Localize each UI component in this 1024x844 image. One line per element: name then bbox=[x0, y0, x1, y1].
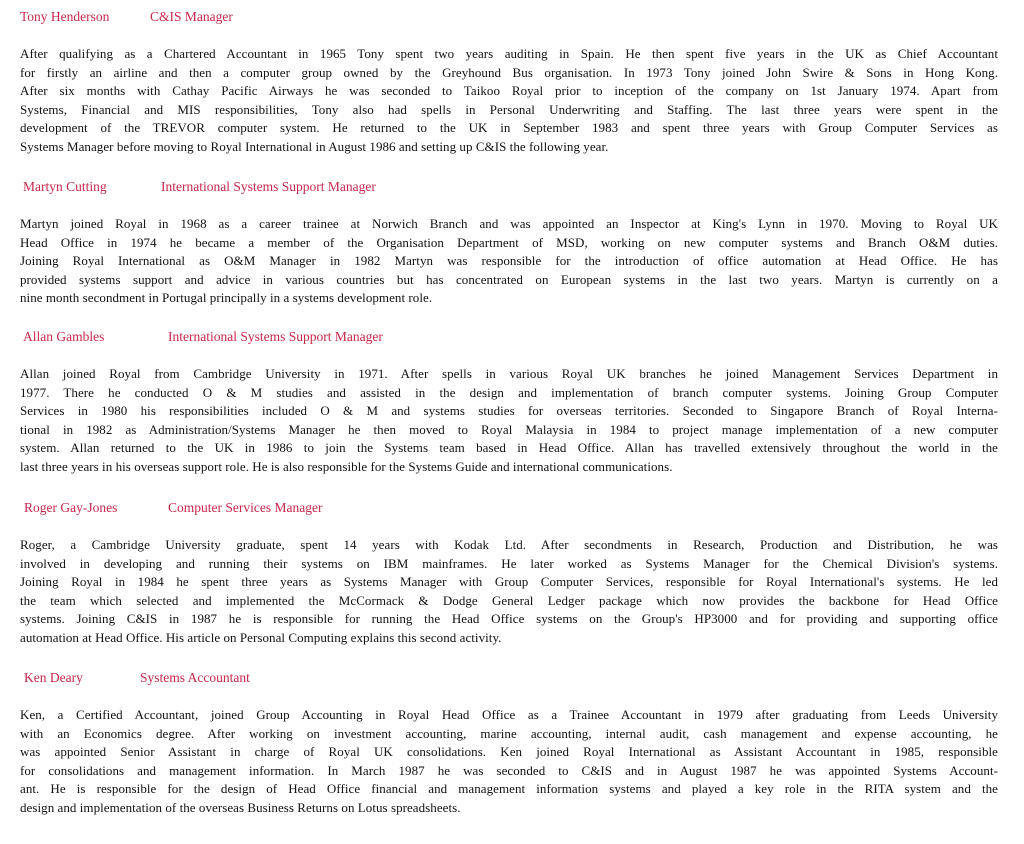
bio-line: Roger, a Cambridge University graduate, spent 14 years with Kodak Ltd. After secondments in Research, Production and Distribution, he was bbox=[20, 537, 998, 552]
bio-line: Systems, Financial and MIS responsibilities, Tony also had spells in Personal Underwriting and Staffing. The last three years were spent in the bbox=[20, 101, 998, 117]
bio-line: systems. Joining C&IS in 1987 he is responsible for running the Head Office systems on the Group's HP3000 and for providing and supporting office bbox=[20, 611, 998, 626]
profile-role: International Systems Support Manager bbox=[161, 179, 376, 194]
profile-bio bbox=[20, 536, 998, 647]
bio-line: the team which selected and implemented the McCormack & Dodge General Ledger package which now provides the backbone for Head Office bbox=[20, 592, 998, 608]
bio-line: Services in 1980 his responsibilities included O & M and systems studies for overseas territories. Seconded to Singapore Branch of Royal Interna- bbox=[20, 403, 998, 418]
bio-line: Systems Manager before moving to Royal International in August 1986 and setting up C&IS the following year. bbox=[20, 138, 609, 154]
profile-martyn-cutting bbox=[20, 177, 998, 308]
profile-allan-gambles bbox=[20, 327, 998, 476]
profile-tony-henderson bbox=[20, 7, 998, 156]
bio-line: design and implementation of the overseas Business Returns on Lotus spreadsheets. bbox=[20, 799, 461, 815]
profile-name: Ken Deary bbox=[24, 670, 83, 685]
bio-line: development of the TREVOR computer system. He returned to the UK in September 1983 and spent three years with Group Computer Services as bbox=[20, 120, 998, 135]
profile-role: C&IS Manager bbox=[150, 9, 233, 24]
bio-line: After qualifying as a Chartered Accountant in 1965 Tony spent two years auditing in Spain. He then spent five years in the UK as Chief Accountant bbox=[20, 46, 998, 61]
bio-line: Head Office in 1974 he became a member of the Organisation Department of MSD, working on new computer systems and Branch O&M duties. bbox=[20, 234, 998, 250]
bio-line: last three years in his overseas support role. He is also responsible for the Systems Guide and international communications. bbox=[20, 458, 673, 474]
bio-line: with an Economics degree. After working on investment accounting, marine accounting, internal audit, cash management and expense accounting, he bbox=[20, 725, 998, 741]
profile-ken-deary bbox=[20, 668, 998, 817]
bio-line: for consolidations and management information. In March 1987 he was seconded to C&IS and in August 1987 he was appointed Systems Account- bbox=[20, 762, 998, 778]
bio-line: 1977. There he conducted O & M studies and assisted in the design and implementation of branch computer systems. Joining Group Computer bbox=[20, 384, 998, 400]
profile-bio bbox=[20, 365, 998, 476]
bio-line: nine month secondment in Portugal principally in a systems development role. bbox=[20, 290, 433, 305]
profile-roger-gay-jones bbox=[20, 498, 998, 647]
profile-name: Tony Henderson bbox=[20, 9, 110, 24]
profile-name: Roger Gay-Jones bbox=[24, 500, 118, 515]
bio-line: automation at Head Office. His article on Personal Computing explains this second activity. bbox=[20, 629, 502, 645]
bio-line: Joining Royal in 1984 he spent three years as Systems Manager with Group Computer Services, responsible for Royal International's systems. He led bbox=[20, 574, 998, 589]
profile-bio bbox=[20, 215, 998, 308]
bio-line: provided systems support and advice in various countries but has concentrated on European systems in the last two years. Martyn is currently on a bbox=[20, 271, 998, 287]
profile-heading bbox=[20, 177, 998, 197]
profile-bio bbox=[20, 45, 998, 156]
profile-heading bbox=[20, 668, 998, 688]
bio-line: ant. He is responsible for the design of Head Office financial and management information systems and played a key role in the RITA system and the bbox=[20, 781, 998, 796]
profile-heading bbox=[20, 498, 998, 518]
bio-line: tional in 1982 as Administration/Systems Manager he then moved to Royal Malaysia in 1984 to project manage implementation of a new computer bbox=[20, 421, 998, 437]
bio-line: Joining Royal International as O&M Manager in 1982 Martyn was responsible for the introduction of office automation at Head Office. He has bbox=[20, 253, 998, 268]
profile-name: Martyn Cutting bbox=[23, 179, 107, 194]
bio-line: Martyn joined Royal in 1968 as a career trainee at Norwich Branch and was appointed an Inspector at King's Lynn in 1970. Moving to Royal UK bbox=[20, 216, 998, 231]
bio-line: for firstly an airline and then a computer group owned by the Greyhound Bus organisation. In 1973 Tony joined John Swire & Sons in Hong Kong. bbox=[20, 64, 998, 80]
profile-role: International Systems Support Manager bbox=[168, 329, 383, 344]
bio-line: Ken, a Certified Accountant, joined Group Accounting in Royal Head Office as a Trainee Accountant in 1979 after graduating from Leeds University bbox=[20, 707, 998, 722]
profile-name: Allan Gambles bbox=[23, 329, 105, 344]
profile-heading bbox=[20, 7, 998, 27]
bio-line: involved in developing and running their systems on IBM mainframes. He later worked as Systems Manager for the Chemical Division's systems. bbox=[20, 555, 998, 571]
profile-role: Computer Services Manager bbox=[168, 500, 323, 515]
bio-line: After six months with Cathay Pacific Airways he was seconded to Taikoo Royal prior to inception of the company on 1st January 1974. Apart from bbox=[20, 83, 998, 98]
profile-role: Systems Accountant bbox=[140, 670, 250, 685]
bio-line: was appointed Senior Assistant in charge of Royal UK consolidations. Ken joined Royal International as Assistant Accountant in 1985, responsible bbox=[20, 744, 998, 759]
bio-line: system. Allan returned to the UK in 1986 to join the Systems team based in Head Office. Allan has travelled extensively throughout the world in the bbox=[20, 440, 998, 455]
profile-bio bbox=[20, 706, 998, 817]
bio-line: Allan joined Royal from Cambridge University in 1971. After spells in various Royal UK branches he joined Management Services Department in bbox=[20, 366, 998, 381]
profile-heading bbox=[20, 327, 998, 347]
